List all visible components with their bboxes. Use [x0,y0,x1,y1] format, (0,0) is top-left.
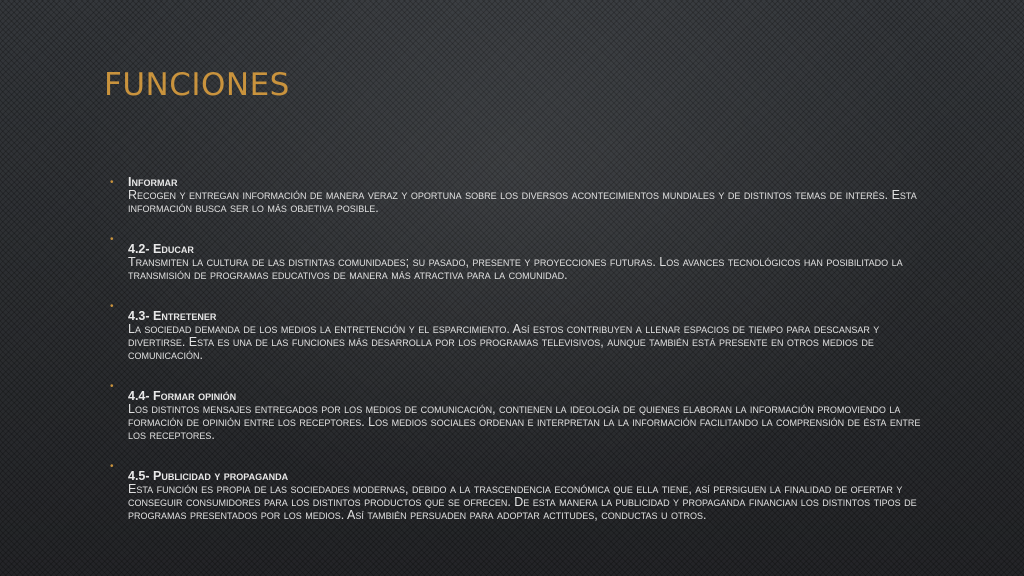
empty-bullet [110,300,930,310]
list-item-informar [110,176,930,215]
bullet-icon: • [110,381,114,392]
list-item-educar [110,243,930,282]
item-heading: 4.2- Educar [128,242,194,256]
bullet-icon: • [110,234,114,245]
item-heading: Informar [128,175,178,189]
bullet-icon: • [110,177,114,188]
item-text: Transmiten la cultura de las distintas comunidades; su pasado, presente y proyecciones futuras. Los avances tecnológicos han posibilitado la transmisión de programas educativos de manera más atractiva para la comunidad. [128,255,903,282]
item-text: La sociedad demanda de los medios la entretención y el esparcimiento. Así estos contribuyen a llenar espacios de tiempo para descansar y divertirse. Esta es una de las funciones más desarrolla por los programas televisivos, aunque también está presente en otros medios de comunicación. [128,322,880,362]
list-item-entretener [110,310,930,362]
item-heading: 4.3- Entretener [128,309,217,323]
item-text: Recogen y entregan información de manera veraz y oportuna sobre los diversos acontecimientos mundiales y de distintos temas de interés. Esta información busca ser lo más objetiva posible. [128,188,917,215]
item-text: Los distintos mensajes entregados por los medios de comunicación, contienen la ideología de quienes elaboran la información promoviendo la formación de opinión entre los receptores. Los medios sociales ordenan e interpretan la la información facilitando la comprensión de ésta entre los receptores. [128,402,921,442]
item-heading: 4.4- Formar opinión [128,389,237,403]
item-heading: 4.5- Publicidad y propaganda [128,469,289,483]
item-text: Esta función es propia de las sociedades modernas, debido a la trascendencia económica que ella tiene, así persiguen la finalidad de ofertar y conseguir consumidores para los distintos productos que se ofrecen. De esta manera la publicidad y propaganda financian los distintos tipos de programas presentados por los medios. Así también persuaden para adoptar actitudes, conductas u otros. [128,482,917,522]
bullet-icon: • [110,461,114,472]
functions-list [110,176,930,540]
empty-bullet [110,233,930,243]
slide-title: FUNCIONES [104,67,290,103]
list-item-formar-opinion [110,390,930,442]
bullet-icon: • [110,301,114,312]
list-item-publicidad [110,470,930,522]
